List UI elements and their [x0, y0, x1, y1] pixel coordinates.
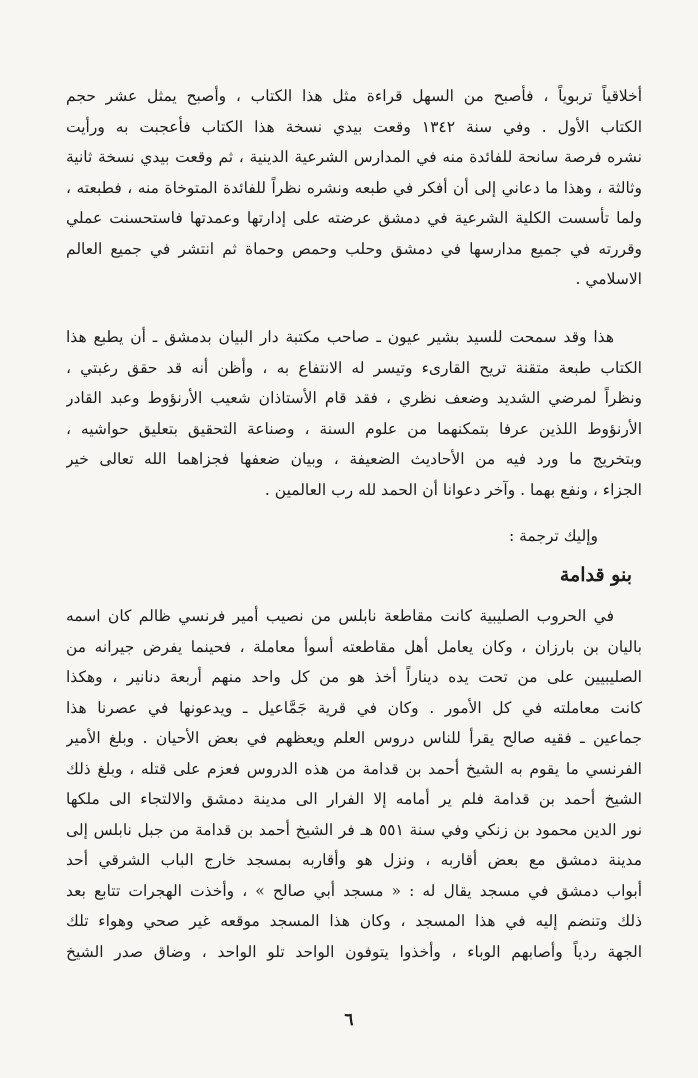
text-line: جماعين ـ فقيه صالح يقرأ للناس دروس العلم ويعظهم في بعض الأحيان . وبلغ الأمير	[66, 729, 642, 747]
text-line: ونظراً لمرضي الشديد وضعف نظري ، فقد قام الأستاذان شعيب الأرنؤوط وعبد القادر	[66, 389, 642, 407]
page-number: ٦	[344, 1010, 354, 1030]
text-line: ذلك وتنضم إليه في هذا المسجد ، وكان هذا المسجد موقعه غير صحي وهواء تلك	[66, 912, 642, 930]
text-line: وبتخريج ما ورد فيه من الأحاديث الضعيفة ، وبيان ضعفها فجزاهما الله تعالى خير	[66, 450, 642, 468]
text-line: الكتاب الأول . وفي سنة ١٣٤٢ وقعت بيدي نسخة هذا الكتاب فأعجبت به ورأيت	[66, 117, 642, 136]
intro-line: وإليك ترجمة :	[508, 527, 598, 545]
text-line: الفرنسي ما يقوم به الشيخ أحمد بن قدامة من هذه الدروس فعزم على قتله ، وبلغ ذلك	[66, 759, 642, 778]
text-line: وثالثة ، وهذا ما دعاني إلى أن أفكر في طبعه ونشره نظراً للفائدة المتوخاة منه ، فطبعته ،	[66, 178, 642, 197]
paragraph-publisher-note	[66, 322, 642, 505]
text-line: الاسلامي .	[575, 270, 642, 288]
section-heading: بنو قدامة	[559, 564, 632, 586]
text-line: نشره فرصة سانحة للفائدة منه في المدارس الشرعية الدينية ، ثم وقعت بيدي نسخة ثانية	[66, 148, 642, 166]
paragraph-continued	[66, 81, 642, 295]
text-line: الجهة ردياً وأصابهم الوباء ، وأخذوا يتوفون الواحد تلو الواحد ، وضاق صدر الشيخ	[66, 942, 642, 961]
text-line: الصليبيين على من تحت يده ديناراً أخذ هو من كل واحد منهم أربعة دنانير ، وهكذا	[66, 668, 642, 686]
text-line: هذا وقد سمحت للسيد بشير عيون ـ صاحب مكتبة دار البيان بدمشق ـ أن يطبع هذا	[66, 328, 614, 346]
text-line: الأرنؤوط اللذين عرفا بتمكنهما من علوم السنة ، وصناعة التحقيق بتعليق حواشيه ،	[66, 419, 642, 438]
text-line: أخلاقياً تربوياً ، فأصبح من السهل قراءة مثل هذا الكتاب ، وأصبح يمثل عشر حجم	[66, 87, 642, 105]
text-line: كانت معاملته في كل الأمور . وكان في قرية جَمَّاعيل ـ ويدعونها في عصرنا هذا	[66, 698, 642, 717]
text-line: ولما تأسست الكلية الشرعية في دمشق عرضته على إدارتها وعمدتها فاستحسنت عملي	[66, 209, 642, 227]
text-line: الكتاب طبعة متقنة تريح القارىء وتيسر له الانتفاع به ، وأظن أنه قد حقق رغبتي ،	[66, 358, 642, 377]
paragraph-history	[66, 601, 642, 967]
text-line: مدينة دمشق مع بعض أقاربه ، ونزل هو وأقاربه بمسجد خارج الباب الشرقي أحد	[66, 851, 642, 869]
text-line: الشيخ أحمد بن قدامة فلم ير أمامه إلا الفرار الى مدينة دمشق والالتجاء الى ملكها	[66, 790, 642, 808]
text-line: وقررته في جميع مدارسها في دمشق وحلب وحمص وحماة ثم انتشر في جميع العالم	[66, 239, 642, 258]
text-line: باليان بن بارزان ، وكان يعامل أهل مقاطعته أسوأ معاملة ، فحينما يفرض جيرانه من	[66, 637, 642, 656]
text-line: الجزاء ، ونفع بهما . وآخر دعوانا أن الحمد لله رب العالمين .	[264, 480, 642, 499]
text-line: أبواب دمشق في مسجد يقال له : « مسجد أبي صالح » ، وأخذت الهجرات تتابع بعد	[66, 881, 642, 900]
text-line: في الحروب الصليبية كانت مقاطعة نابلس من نصيب أمير فرنسي ظالم كان اسمه	[66, 607, 614, 625]
text-line: نور الدين محمود بن زنكي وفي سنة ٥٥١ هـ فر الشيخ أحمد بن قدامة من جبل نابلس إلى	[66, 820, 642, 839]
